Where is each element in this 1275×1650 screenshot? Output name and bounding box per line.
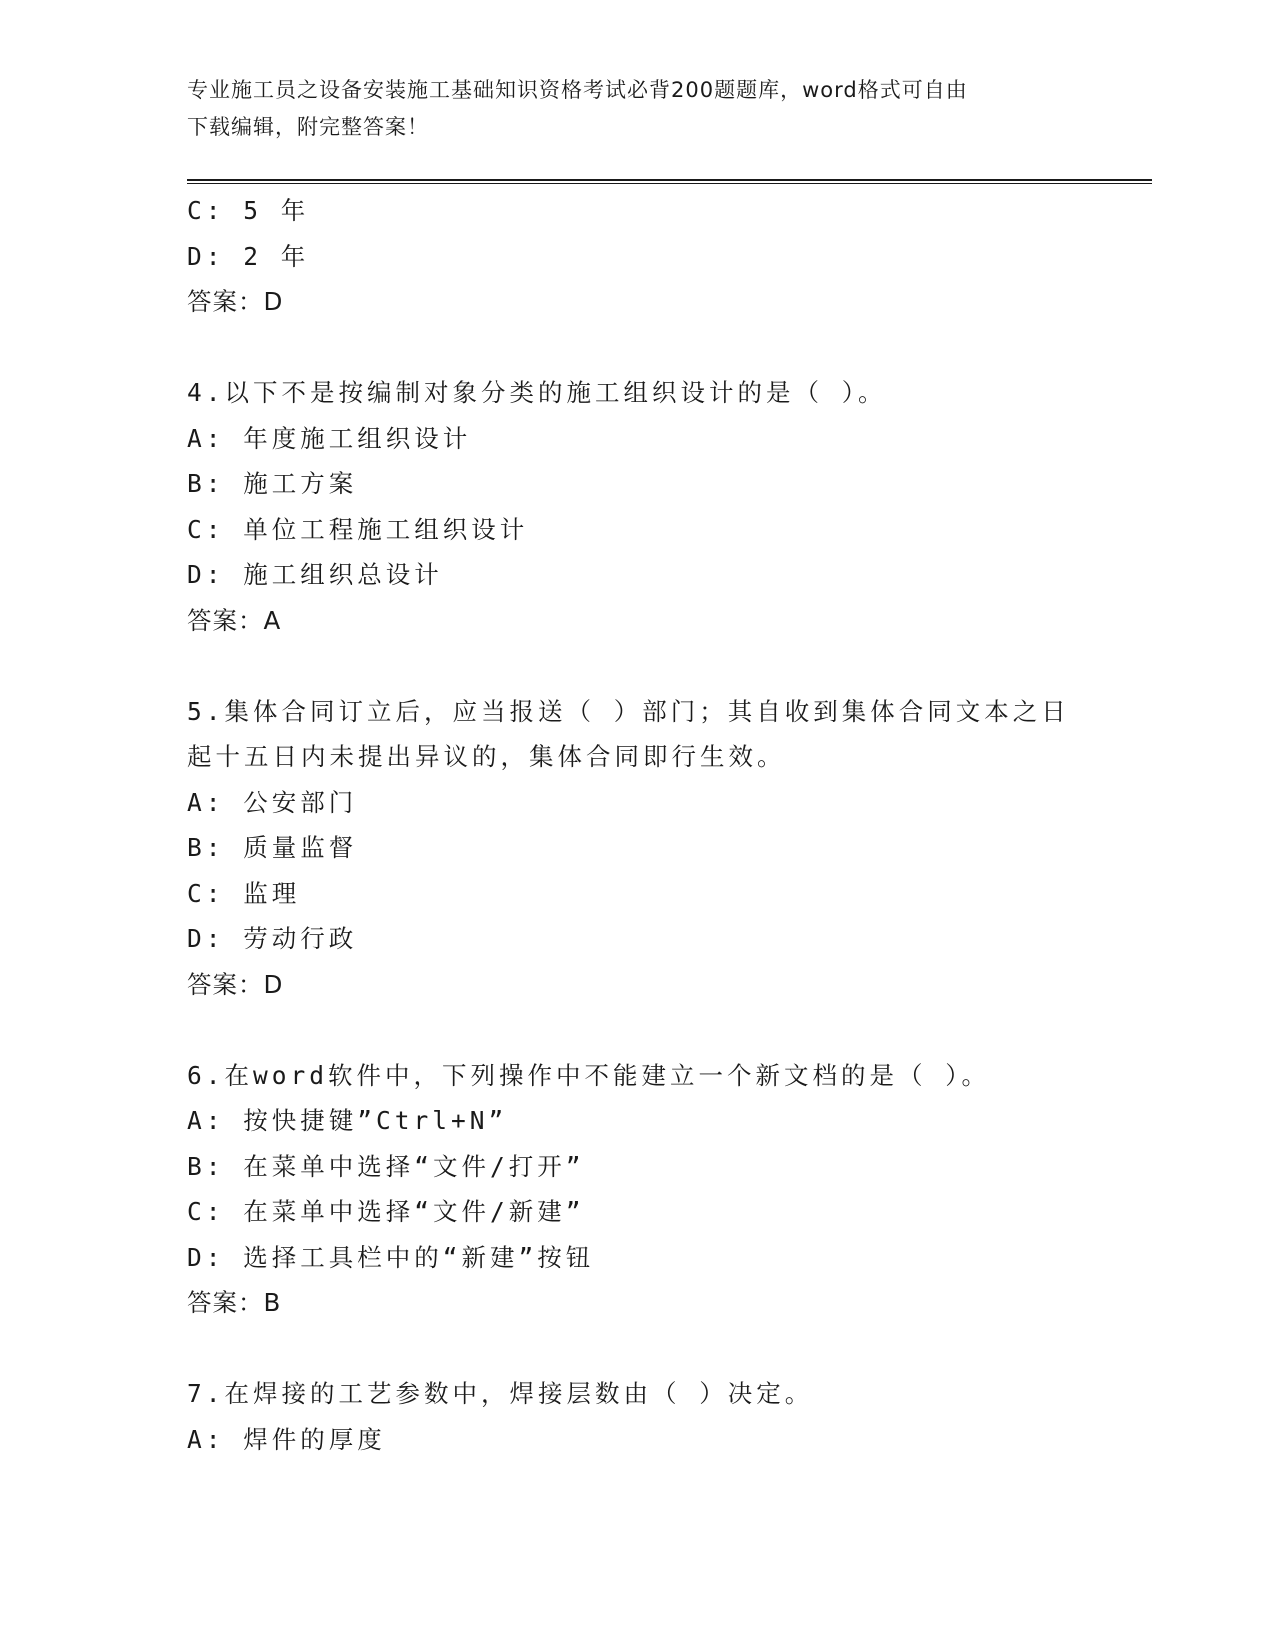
- option-b: B: 施工方案: [187, 469, 358, 498]
- option-c: C: 监理: [187, 878, 301, 908]
- question-5: [187, 689, 1147, 1008]
- option-a: A: 焊件的厚度: [187, 1424, 386, 1454]
- header-title-line-1: 专业施工员之设备安装施工基础知识资格考试必背200题题库，word格式可自由: [187, 78, 968, 102]
- option-d: D: 劳动行政: [187, 924, 358, 953]
- question-stem: 4.以下不是按编制对象分类的施工组织设计的是（ ）。: [187, 378, 887, 407]
- option-a: A: 年度施工组织设计: [187, 423, 472, 453]
- question-stem: 7.在焊接的工艺参数中，焊接层数由（ ）决定。: [187, 1379, 814, 1408]
- question-4: [187, 370, 1147, 643]
- option-c: C: 在菜单中选择“文件/新建”: [187, 1197, 585, 1226]
- header-rule-thin: [187, 183, 1152, 184]
- option-a: A: 公安部门: [187, 787, 358, 817]
- question-stem-line-1: 5.集体合同订立后，应当报送（ ）部门；其自收到集体合同文本之日: [187, 696, 1070, 726]
- option-c: C: 5 年: [187, 196, 310, 225]
- option-d: D: 施工组织总设计: [187, 560, 443, 589]
- header-rule-thick: [187, 179, 1152, 181]
- question-3: [187, 188, 1147, 325]
- spacer: [187, 325, 1147, 371]
- spacer: [187, 1326, 1147, 1372]
- answer: 答案：A: [187, 605, 282, 635]
- document-header: [187, 72, 1087, 146]
- option-d: D: 选择工具栏中的“新建”按钮: [187, 1242, 595, 1272]
- option-c: C: 单位工程施工组织设计: [187, 514, 529, 544]
- answer: 答案：D: [187, 287, 284, 316]
- question-6: [187, 1053, 1147, 1326]
- question-list: [187, 188, 1147, 1462]
- spacer: [187, 643, 1147, 689]
- question-7: [187, 1371, 1147, 1462]
- option-a: A: 按快捷键”Ctrl+N”: [187, 1106, 508, 1135]
- spacer: [187, 1007, 1147, 1053]
- option-d: D: 2 年: [187, 241, 310, 271]
- answer: 答案：B: [187, 1288, 282, 1317]
- option-b: B: 在菜单中选择“文件/打开”: [187, 1151, 585, 1181]
- answer: 答案：D: [187, 969, 284, 999]
- option-b: B: 质量监督: [187, 833, 358, 862]
- header-title-line-2: 下载编辑，附完整答案！: [187, 115, 429, 139]
- question-stem: 6.在word软件中，下列操作中不能建立一个新文档的是（ ）。: [187, 1060, 990, 1090]
- question-stem-line-2: 起十五日内未提出异议的，集体合同即行生效。: [187, 742, 786, 771]
